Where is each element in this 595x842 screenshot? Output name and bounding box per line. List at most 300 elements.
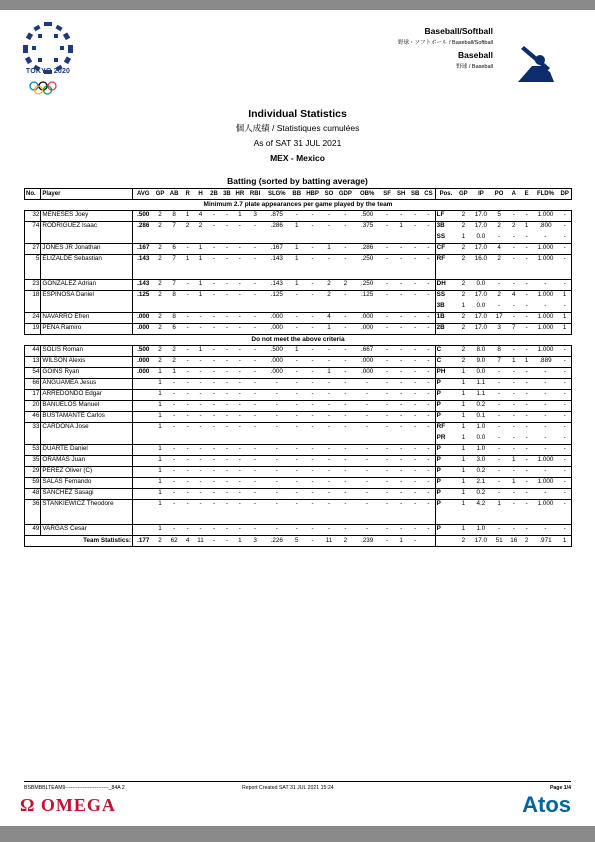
fld-ip: 1.1 — [470, 379, 491, 390]
empty-cell — [41, 434, 133, 445]
fld-a: - — [507, 368, 521, 379]
empty-cell — [167, 233, 182, 244]
stat-sb: - — [408, 401, 422, 412]
empty-cell — [394, 302, 408, 313]
player-name: ANGUAMEA Jesus — [41, 379, 133, 390]
fld-ip: 17.0 — [474, 211, 488, 218]
fld-po: - — [491, 401, 506, 412]
fld-fp: - — [533, 467, 559, 478]
stat-rbi: - — [246, 500, 264, 525]
stat-hbp: - — [304, 467, 322, 478]
fld-fp: - — [533, 525, 559, 536]
stat-sb: - — [408, 291, 422, 302]
stat-rbi: - — [246, 222, 264, 233]
fld-a: 1 — [507, 478, 521, 489]
empty-cell — [321, 233, 336, 244]
stat-rbi: - — [246, 478, 264, 489]
baseball-pictogram-icon — [510, 42, 556, 84]
fld-gp: 1 — [461, 433, 466, 441]
stat-r: - — [182, 525, 194, 536]
table-header-row — [25, 189, 572, 200]
stat-rbi: - — [246, 244, 264, 255]
stat-rbi: - — [246, 525, 264, 536]
stat-ob: .125 — [354, 291, 380, 302]
player-name: NAVARRO Efren — [41, 313, 133, 324]
empty-cell — [193, 434, 207, 445]
stat-t: - — [220, 478, 233, 489]
fld-ip: 4.2 — [470, 500, 491, 525]
stat-so: - — [327, 346, 331, 353]
fld-po: - — [491, 412, 506, 423]
table-row — [25, 467, 572, 478]
player-name: PEREZ Oliver (C) — [41, 467, 133, 478]
stat-d: - — [208, 401, 221, 412]
stat-so: - — [321, 401, 336, 412]
stat-t: - — [220, 423, 233, 434]
stat-ob: .500 — [360, 211, 374, 218]
stat-sh: - — [394, 368, 408, 379]
stat-avg — [132, 467, 153, 478]
team-so: 11 — [321, 536, 336, 547]
fld-a: - — [512, 232, 515, 240]
stat-sf: - — [380, 445, 394, 456]
team-fgp: 2 — [456, 536, 470, 547]
stat-gp: 1 — [154, 525, 167, 536]
stat-d: - — [212, 346, 216, 353]
table-row — [25, 244, 572, 255]
fld-po: 2 — [491, 222, 506, 233]
fld-ip: 1.1 — [470, 390, 491, 401]
fld-ip: 0.2 — [470, 401, 491, 412]
stat-cs: - — [422, 244, 435, 255]
stat-sf: - — [380, 412, 394, 423]
empty-cell — [290, 434, 304, 445]
stat-so: - — [321, 423, 336, 434]
stat-t: - — [220, 255, 233, 280]
stat-rbi: - — [246, 255, 264, 280]
stat-cs: - — [422, 478, 435, 489]
fld-fp: - — [533, 412, 559, 423]
stat-t: - — [220, 291, 233, 302]
stat-t: - — [220, 222, 233, 233]
stat-ab: 8 — [167, 313, 182, 324]
stat-slg: .143 — [264, 280, 290, 291]
stat-r: - — [182, 412, 194, 423]
stat-cs: - — [422, 467, 435, 478]
stat-avg — [132, 456, 153, 467]
empty-cell — [380, 434, 394, 445]
fld-e: - — [521, 313, 533, 324]
fld-fp: 1.000 — [533, 244, 559, 255]
stat-rbi: - — [246, 467, 264, 478]
stat-slg: - — [264, 379, 290, 390]
fld-dp: - — [558, 222, 571, 233]
stat-sb: - — [408, 390, 422, 401]
stat-r: - — [182, 313, 194, 324]
column-header: 2B — [208, 189, 221, 200]
player-name: WILSON Alexis — [41, 357, 133, 368]
stat-avg — [132, 445, 153, 456]
stat-bb: - — [290, 478, 304, 489]
stat-r: - — [182, 467, 194, 478]
stat-sb: - — [408, 445, 422, 456]
stat-ab: - — [167, 500, 182, 525]
stat-ab: - — [167, 423, 182, 434]
stat-d: - — [208, 445, 221, 456]
team-slg: .226 — [264, 536, 290, 547]
fld-gp: 2 — [461, 346, 466, 353]
stat-r: - — [182, 423, 194, 434]
stat-r: - — [182, 368, 194, 379]
stat-so: 4 — [321, 313, 336, 324]
stat-t: - — [225, 211, 228, 218]
stat-gp: 1 — [154, 423, 167, 434]
stat-sh: - — [394, 456, 408, 467]
stat-so: 1 — [321, 324, 336, 335]
fld-po: 2 — [491, 255, 506, 280]
player-name: BUSTAMANTE Carlos — [41, 412, 133, 423]
stat-rbi: - — [246, 423, 264, 434]
table-row — [25, 401, 572, 412]
fld-e: - — [521, 379, 533, 390]
fld-a: 2 — [507, 222, 521, 233]
fld-ip: 1.0 — [470, 445, 491, 456]
fld-gp: 1 — [461, 232, 466, 240]
player-name: CARDONA Jose — [41, 423, 133, 434]
stat-cs: - — [422, 445, 435, 456]
stat-gp: 2 — [154, 324, 167, 335]
stat-so: 2 — [321, 280, 336, 291]
stat-gp: 2 — [158, 211, 162, 218]
stat-bb: - — [290, 313, 304, 324]
fld-pos: P — [435, 379, 456, 390]
stat-r: - — [182, 379, 194, 390]
empty-cell — [264, 233, 290, 244]
column-header: SO — [321, 189, 336, 200]
stat-d: - — [208, 368, 221, 379]
stat-sf: - — [380, 255, 394, 280]
player-name: SOLIS Roman — [41, 346, 133, 357]
fld-ip: 0.0 — [476, 301, 486, 309]
group-header-row — [25, 335, 572, 346]
stat-sb: - — [408, 478, 422, 489]
stat-h: - — [193, 525, 207, 536]
fld-ip: 0.0 — [476, 433, 486, 441]
team-avg: .177 — [132, 536, 153, 547]
fld-fp: 1.000 — [533, 500, 559, 525]
stat-gp: 1 — [154, 500, 167, 525]
fld-pos: P — [435, 412, 456, 423]
stat-sf: - — [380, 291, 394, 302]
stat-gp: 1 — [154, 478, 167, 489]
empty-cell — [354, 434, 380, 445]
empty-cell — [167, 302, 182, 313]
player-number: 17 — [25, 390, 41, 401]
player-number: 44 — [25, 346, 41, 357]
stat-gdp: - — [337, 456, 355, 467]
player-name: ORAMAS Juan — [41, 456, 133, 467]
stat-gp: 1 — [154, 412, 167, 423]
fld-e: - — [525, 301, 528, 309]
fld-e: - — [525, 211, 528, 218]
fld-a: - — [507, 423, 521, 434]
fld-dp: - — [558, 412, 571, 423]
stat-bb: - — [290, 412, 304, 423]
fld-fp: 1.000 — [533, 313, 559, 324]
stat-rbi: - — [246, 401, 264, 412]
stat-sh: - — [394, 401, 408, 412]
stat-h: - — [193, 368, 207, 379]
fld-po: 1 — [491, 500, 506, 525]
stat-sf: - — [386, 346, 389, 353]
stat-h: 4 — [198, 211, 203, 218]
stat-cs: - — [422, 368, 435, 379]
fld-fp: 1.000 — [533, 478, 559, 489]
stat-gp: 2 — [154, 357, 167, 368]
stat-sh: - — [394, 478, 408, 489]
fld-gp: 1 — [456, 423, 470, 434]
fld-ip: 17.0 — [470, 244, 491, 255]
stat-d: - — [208, 280, 221, 291]
empty-cell — [380, 233, 394, 244]
fld-fp: - — [533, 368, 559, 379]
fld-a: - — [507, 401, 521, 412]
stat-d: - — [208, 525, 221, 536]
empty-cell — [132, 302, 153, 313]
fld-e: - — [521, 368, 533, 379]
stat-sf: - — [380, 423, 394, 434]
empty-cell — [422, 302, 435, 313]
stat-so: - — [321, 222, 336, 233]
stat-ab: 6 — [167, 324, 182, 335]
stat-avg — [132, 423, 153, 434]
fld-e: - — [521, 467, 533, 478]
empty-cell — [321, 434, 336, 445]
column-header: HBP — [304, 189, 322, 200]
column-header: A — [507, 189, 521, 200]
stat-gdp: - — [337, 313, 355, 324]
batting-stats-table — [24, 188, 572, 547]
player-number: 19 — [25, 324, 41, 335]
stat-hr: - — [233, 489, 246, 500]
stat-ob: - — [354, 456, 380, 467]
stat-cs: - — [422, 291, 435, 302]
team-a: 16 — [507, 536, 521, 547]
stat-ab: 1 — [167, 368, 182, 379]
table-row — [25, 500, 572, 525]
player-number: 46 — [25, 412, 41, 423]
fld-ip: 0.0 — [470, 280, 491, 291]
stat-cs: - — [422, 423, 435, 434]
fld-dp: - — [558, 379, 571, 390]
stat-t: - — [220, 500, 233, 525]
fld-a: - — [512, 346, 515, 353]
player-name: PENA Ramiro — [41, 324, 133, 335]
stat-rbi: - — [246, 313, 264, 324]
stat-t: - — [220, 244, 233, 255]
fld-ip: 2.1 — [470, 478, 491, 489]
fld-dp: 1 — [558, 324, 571, 335]
stat-avg — [132, 390, 153, 401]
stat-d: - — [208, 291, 221, 302]
stat-cs: - — [422, 313, 435, 324]
stat-avg: .000 — [132, 313, 153, 324]
stat-sb: - — [408, 500, 422, 525]
stat-ab: 7 — [167, 280, 182, 291]
stat-ob: .375 — [354, 222, 380, 233]
stat-rbi: - — [254, 346, 257, 353]
stat-bb: 1 — [290, 280, 304, 291]
empty-cell — [246, 434, 264, 445]
stat-sb: - — [408, 525, 422, 536]
fld-e: - — [521, 324, 533, 335]
stat-ob: .286 — [354, 244, 380, 255]
fld-pos: SS — [435, 233, 456, 244]
stat-d: - — [208, 222, 221, 233]
fld-dp: 1 — [558, 291, 571, 302]
fld-pos: LF — [435, 211, 456, 222]
fld-gp: 1 — [456, 401, 470, 412]
fld-po: - — [491, 525, 506, 536]
empty-cell — [408, 434, 422, 445]
empty-cell — [41, 233, 133, 244]
fld-a: - — [507, 412, 521, 423]
fld-gp: 1 — [456, 445, 470, 456]
stat-avg: .000 — [132, 357, 153, 368]
stat-gp: 2 — [154, 222, 167, 233]
fld-gp: 1 — [456, 500, 470, 525]
report-title: Individual Statistics — [248, 108, 347, 120]
stat-so: - — [321, 478, 336, 489]
stat-hr: - — [233, 280, 246, 291]
team-hr: 1 — [233, 536, 246, 547]
stat-ob: - — [354, 467, 380, 478]
fld-e: 1 — [521, 357, 533, 368]
stat-gdp: - — [337, 525, 355, 536]
fld-po: 3 — [491, 324, 506, 335]
stat-gdp: - — [337, 244, 355, 255]
stat-rbi: - — [246, 280, 264, 291]
stat-hr: - — [233, 445, 246, 456]
stat-slg: - — [264, 445, 290, 456]
stat-t: - — [220, 357, 233, 368]
stat-t: - — [225, 346, 228, 353]
empty-cell — [182, 302, 194, 313]
stat-gdp: - — [344, 346, 347, 353]
column-header: R — [182, 189, 194, 200]
column-header: AVG — [132, 189, 153, 200]
stat-sb: - — [408, 313, 422, 324]
empty-cell — [337, 233, 355, 244]
fld-ip: 0.2 — [470, 489, 491, 500]
stat-t: - — [220, 379, 233, 390]
top-bar — [0, 0, 595, 10]
fld-po: - — [491, 456, 506, 467]
empty-cell — [208, 434, 221, 445]
stat-sf: - — [380, 368, 394, 379]
player-number: 29 — [25, 467, 41, 478]
empty-cell — [246, 302, 264, 313]
team-hbp: - — [304, 536, 322, 547]
stat-hbp: - — [311, 346, 314, 353]
player-name: JONES JR Jonathan — [41, 244, 133, 255]
fld-gp: 2 — [456, 280, 470, 291]
empty-cell — [233, 302, 246, 313]
empty-cell — [304, 233, 322, 244]
fld-dp: 1 — [558, 313, 571, 324]
stat-avg: .500 — [132, 211, 153, 222]
fld-dp: - — [558, 525, 571, 536]
stat-sh: - — [394, 525, 408, 536]
empty-cell — [422, 434, 435, 445]
stat-gp: 2 — [154, 291, 167, 302]
stat-h: - — [193, 500, 207, 525]
bottom-bar — [0, 826, 595, 842]
player-number: 49 — [25, 525, 41, 536]
stat-hbp: - — [304, 478, 322, 489]
stat-sb: - — [408, 489, 422, 500]
stat-sb: - — [408, 467, 422, 478]
stat-gp: 2 — [154, 244, 167, 255]
empty-cell — [290, 302, 304, 313]
table-row — [25, 302, 572, 313]
stat-cs: - — [422, 390, 435, 401]
stat-ab: 8 — [172, 211, 176, 218]
stat-bb: - — [290, 368, 304, 379]
fld-a: 7 — [507, 324, 521, 335]
team-e: 2 — [521, 536, 533, 547]
stat-gdp: - — [337, 368, 355, 379]
stat-r: - — [182, 445, 194, 456]
player-number: 24 — [25, 313, 41, 324]
stat-ob: - — [354, 489, 380, 500]
stat-cs: - — [427, 211, 430, 218]
stat-sb: - — [408, 379, 422, 390]
stat-slg: .143 — [264, 255, 290, 280]
fld-e: - — [521, 244, 533, 255]
fld-a: - — [507, 379, 521, 390]
page-number: Page 1/4 — [549, 785, 571, 791]
report-created: Report Created SAT 31 JUL 2021 15:24 — [242, 785, 334, 791]
stat-hr: 1 — [238, 211, 242, 218]
fld-pos: P — [435, 500, 456, 525]
empty-cell — [132, 434, 153, 445]
fld-e: - — [521, 280, 533, 291]
fld-a: - — [507, 525, 521, 536]
stat-r: 1 — [182, 255, 194, 280]
stat-gp: 1 — [154, 489, 167, 500]
team-sh: 1 — [394, 536, 408, 547]
stat-rbi: - — [246, 412, 264, 423]
stat-gdp: - — [337, 467, 355, 478]
stat-h: - — [193, 401, 207, 412]
player-name: GOINS Ryan — [41, 368, 133, 379]
team-sb: - — [408, 536, 422, 547]
column-header: IP — [470, 189, 491, 200]
fld-dp: - — [558, 434, 571, 445]
fld-po: - — [491, 467, 506, 478]
stat-avg: .125 — [132, 291, 153, 302]
stat-gdp: - — [344, 211, 347, 218]
stat-gp: 1 — [154, 368, 167, 379]
stat-gp: 1 — [154, 445, 167, 456]
fld-e: - — [521, 525, 533, 536]
stat-slg: - — [264, 500, 290, 525]
stat-sh: - — [394, 357, 408, 368]
fld-dp: - — [558, 368, 571, 379]
stat-gp: 1 — [154, 401, 167, 412]
fld-dp: - — [558, 302, 571, 313]
